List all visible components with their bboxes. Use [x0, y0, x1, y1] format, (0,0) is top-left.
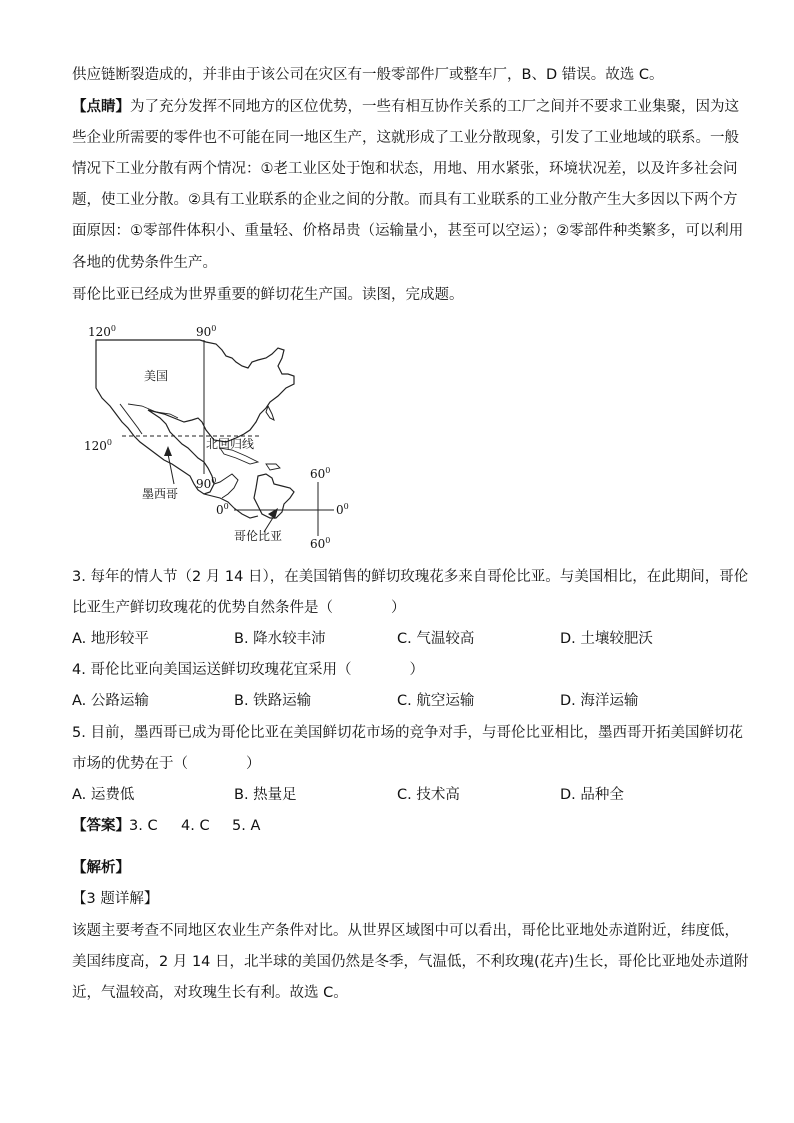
comment-line-4: 题，使工业分散。②具有工业联系的企业之间的分散。而具有工业联系的工业分散产生大多因以下两个方	[72, 192, 738, 208]
mexico-arrow	[168, 454, 174, 484]
label-90-bottom: $90^0$	[196, 476, 217, 491]
prev-explanation-line: 供应链断裂造成的，并非由于该公司在灾区有一般零部件厂或整车厂，B、D 错误。故选 C。	[72, 67, 664, 83]
question-3-option-d[interactable]: D. 土壤较肥沃	[560, 631, 653, 647]
label-usa: 美国	[144, 369, 169, 383]
question-3-option-a[interactable]: A. 地形较平	[72, 631, 149, 647]
comment-line-2: 些企业所需要的零件也不可能在同一地区生产，这就形成了工业分散现象，引发了工业地域的联系。一般	[72, 130, 739, 146]
label-0-right: $0^0$	[336, 502, 349, 517]
label-90-top: $90^0$	[196, 324, 217, 339]
analysis-line-1: 该题主要考查不同地区农业生产条件对比。从世界区域图中可以看出，哥伦比亚地处赤道附近，纬度低，	[72, 923, 739, 939]
question-5-option-d[interactable]: D. 品种全	[560, 787, 624, 803]
label-60-top: $60^0$	[310, 466, 331, 481]
baja-outline	[120, 404, 142, 434]
label-120-bottom: $120^0$	[84, 438, 112, 453]
question-5-option-b[interactable]: B. 热量足	[234, 787, 297, 803]
comment-line-3: 情况下工业分散有两个情况：①老工业区处于饱和状态，用地、用水紧张，环境状况差，以及许多社会问	[72, 161, 738, 177]
comment-line-1	[72, 96, 739, 118]
label-mexico: 墨西哥	[142, 487, 179, 501]
central-america-outline	[204, 494, 258, 518]
comment-line-5: 面原因：①零部件体积小、重量轻、价格昂贵（运输量小，甚至可以空运）；②零部件种类繁多，可以利用	[72, 223, 744, 239]
hispaniola-outline	[266, 464, 280, 470]
mexico-border	[128, 404, 178, 418]
north-america-outline	[96, 340, 294, 494]
yucatan-outline	[214, 474, 238, 498]
answer-4: 4. C	[181, 818, 210, 834]
comment-line-6: 各地的优势条件生产。	[72, 255, 217, 271]
analysis-tag: 【解析】	[72, 860, 130, 876]
question-3-option-c[interactable]: C. 气温较高	[397, 631, 475, 647]
label-0-left: $0^0$	[216, 502, 229, 517]
question-4-option-a[interactable]: A. 公路运输	[72, 693, 149, 709]
question-5-stem-1: 5. 目前，墨西哥已成为哥伦比亚在美国鲜切花市场的竞争对手，与哥伦比亚相比，墨西哥开拓美国鲜切花	[72, 725, 743, 741]
question-3-stem-1: 3. 每年的情人节（2 月 14 日），在美国销售的鲜切玫瑰花多来自哥伦比亚。与美国相比，在此期间，哥伦	[72, 569, 749, 585]
question-5-stem-2: 市场的优势在于（ ）	[72, 756, 261, 772]
question-4-option-c[interactable]: C. 航空运输	[397, 693, 475, 709]
question-3-stem-2: 比亚生产鲜切玫瑰花的优势自然条件是（ ）	[72, 600, 406, 616]
answer-line	[72, 815, 130, 837]
comment-text: 为了充分发挥不同地方的区位优势，一些有相互协作关系的工厂之间并不要求工业集聚，因为这	[130, 99, 739, 115]
analysis-line-2: 美国纬度高，2 月 14 日，北半球的美国仍然是冬季，气温低，不利玫瑰(花卉)生长，哥伦比亚地处赤道附	[72, 954, 749, 970]
answer-3: 3. C	[129, 818, 158, 834]
question-4-stem: 4. 哥伦比亚向美国运送鲜切玫瑰花宜采用（ ）	[72, 662, 424, 678]
comment-tag: 【点睛】	[72, 99, 130, 115]
question-intro: 哥伦比亚已经成为世界重要的鲜切花生产国。读图，完成题。	[72, 287, 464, 303]
question-4-option-d[interactable]: D. 海洋运输	[560, 693, 639, 709]
question-5-option-a[interactable]: A. 运费低	[72, 787, 135, 803]
florida-outline	[266, 406, 274, 420]
answer-5: 5. A	[232, 818, 261, 834]
label-colombia: 哥伦比亚	[234, 529, 283, 543]
question-4-option-b[interactable]: B. 铁路运输	[234, 693, 312, 709]
question-5-option-c[interactable]: C. 技术高	[397, 787, 460, 803]
label-60-bottom: $60^0$	[310, 536, 331, 551]
region-map	[82, 318, 362, 558]
map-svg	[82, 318, 362, 558]
analysis-subtag: 【3 题详解】	[72, 891, 159, 907]
mexico-arrowhead	[164, 446, 172, 456]
answer-tag: 【答案】	[72, 818, 130, 834]
label-tropic: 北回归线	[206, 437, 255, 451]
label-120-top: $120^0$	[88, 324, 116, 339]
question-3-option-b[interactable]: B. 降水较丰沛	[234, 631, 326, 647]
analysis-line-3: 近，气温较高，对玫瑰生长有利。故选 C。	[72, 985, 348, 1001]
